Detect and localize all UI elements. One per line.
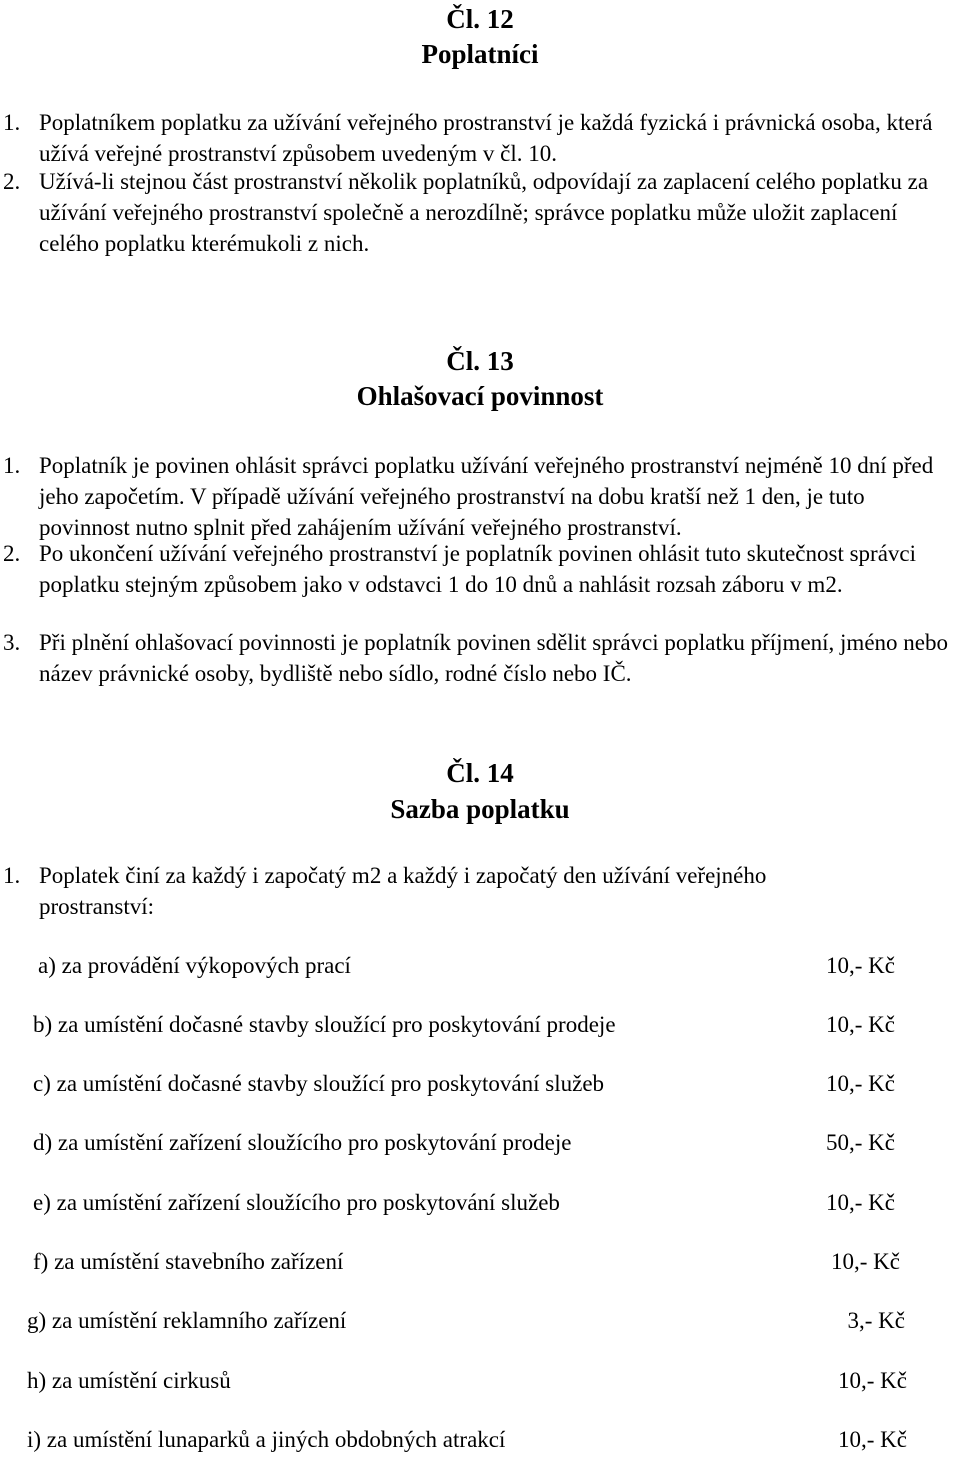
rate-row-h (0, 1365, 960, 1396)
art14-intro (0, 860, 950, 922)
art13-item-1-text: Poplatník je povinen ohlásit správci poplatku užívání veřejného prostranství nejméně 10 dní před jeho započetím. V případě užívání veřejného prostranství na dobu kratší než 1 den, je tuto povinnost nutno splnit před zahájením užívání veřejného prostranství. (39, 453, 934, 540)
rate-price-c: 10,- Kč (826, 1071, 895, 1096)
rate-price-b: 10,- Kč (826, 1012, 895, 1037)
rate-row-b (0, 1009, 960, 1040)
art12-heading: Čl. 12 (446, 4, 514, 34)
rate-label-d: d) za umístění zařízení sloužícího pro poskytování prodeje (33, 1130, 572, 1155)
rate-label-a: a) za provádění výkopových prací (38, 953, 351, 978)
rate-price-e: 10,- Kč (826, 1190, 895, 1215)
rate-row-c (0, 1068, 960, 1099)
rate-row-e (0, 1187, 960, 1218)
rate-label-b: b) za umístění dočasné stavby sloužící pro poskytování prodeje (33, 1012, 616, 1037)
rate-row-g (0, 1305, 960, 1336)
rate-price-i: 10,- Kč (838, 1427, 907, 1452)
art13-subheading: Ohlašovací povinnost (356, 381, 604, 411)
rate-price-h: 10,- Kč (838, 1368, 907, 1393)
rate-row-i (0, 1424, 960, 1455)
art14-intro-num: 1. (3, 863, 21, 888)
rate-label-e: e) za umístění zařízení sloužícího pro poskytování služeb (33, 1190, 560, 1215)
rate-row-d (0, 1127, 960, 1158)
art12-subheading: Poplatníci (421, 39, 539, 69)
art12-item-2-num: 2. (3, 169, 21, 194)
art14-heading: Čl. 14 (446, 758, 514, 788)
art13-item-3-num: 3. (3, 630, 21, 655)
art14-subheading: Sazba poplatku (390, 794, 570, 824)
art13-item-3-text: Při plnění ohlašovací povinnosti je poplatník povinen sdělit správci poplatku příjmení, jméno nebo název právnické osoby, bydliště nebo sídlo, rodné číslo nebo IČ. (39, 630, 948, 686)
rate-label-f: f) za umístění stavebního zařízení (33, 1249, 344, 1274)
rate-label-h: h) za umístění cirkusů (27, 1368, 231, 1393)
art12-item-2 (0, 166, 950, 259)
rate-row-f (0, 1246, 960, 1277)
art13-item-2-num: 2. (3, 541, 21, 566)
rate-price-a: 10,- Kč (826, 953, 895, 978)
rate-label-i: i) za umístění lunaparků a jiných obdobných atrakcí (27, 1427, 506, 1452)
rate-label-g: g) za umístění reklamního zařízení (27, 1308, 347, 1333)
art13-item-1 (0, 450, 950, 543)
rate-price-f: 10,- Kč (831, 1249, 900, 1274)
art13-item-2 (0, 538, 950, 600)
rate-row-a (0, 950, 960, 981)
art14-intro-text: Poplatek činí za každý i započatý m2 a každý i započatý den užívání veřejného prostranství: (39, 863, 767, 919)
rate-price-g: 3,- Kč (847, 1308, 905, 1333)
art13-item-3 (0, 627, 950, 689)
art13-heading: Čl. 13 (446, 346, 514, 376)
art13-item-2-text: Po ukončení užívání veřejného prostranství je poplatník povinen ohlásit tuto skutečnost správci poplatku stejným způsobem jako v odstavci 1 do 10 dnů a nahlásit rozsah záboru v m2. (39, 541, 917, 597)
art12-item-2-text: Užívá-li stejnou část prostranství několik poplatníků, odpovídají za zaplacení celého poplatku za užívání veřejného prostranství společně a nerozdílně; správce poplatku může uložit zaplacení celého poplatku kterémukoli z nich. (39, 169, 929, 256)
art12-item-1-num: 1. (3, 110, 21, 135)
rate-label-c: c) za umístění dočasné stavby sloužící pro poskytování služeb (33, 1071, 605, 1096)
art13-item-1-num: 1. (3, 453, 21, 478)
rate-price-d: 50,- Kč (826, 1130, 895, 1155)
art12-item-1 (0, 107, 950, 169)
art12-item-1-text: Poplatníkem poplatku za užívání veřejného prostranství je každá fyzická i právnická osoba, která užívá veřejné prostranství způsobem uvedeným v čl. 10. (39, 110, 933, 166)
